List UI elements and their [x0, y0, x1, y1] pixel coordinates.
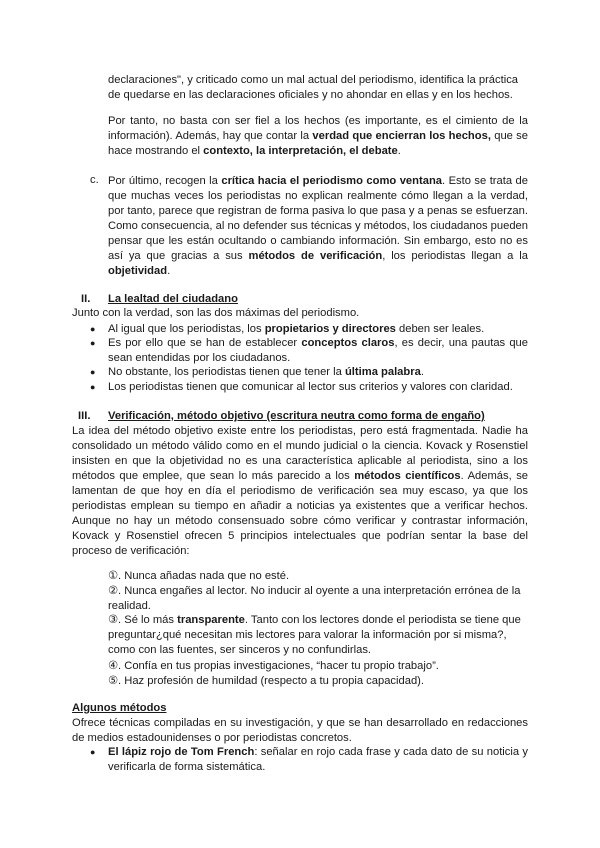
bullet-icon: ● [90, 382, 96, 392]
subsection-title-metodos: Algunos métodos [72, 702, 167, 714]
list-item: No obstante, los periodistas tienen que tener la última palabra. [108, 366, 424, 378]
section-ii-intro: Junto con la verdad, son las dos máximas del periodismo. [72, 307, 360, 319]
line-1: declaraciones", y criticado como un mal actual del periodismo, identifica la práctica [108, 74, 519, 86]
section-iii-paragraph: La idea del método objetivo existe entre los periodistas, pero está fragmentada. Nadie ha consolidado un método válido como en el mundo judicial o la ciencia. Kovack y Rosenstiel insisten en que la objetividad no es una característica aplicable al periodista, sino a los métodos que emplee, que sean lo más parecido a los métodos científicos. Además, se lamentan de que hoy en día el periodismo de verificación sea muy escaso, ya que los periodistas emplean su tiempo en añadir a noticias ya existentes que a verificar hechos. Aunque no hay un método consensuado sobre cómo verificar y contrastar información, Kovack y Rosenstiel ofrecen 5 principios intelectuales que podrían sentar la base del proceso de verificación: [72, 425, 529, 557]
principle-item: ⑤. Haz profesión de humildad (respecto a tu propia capacidad). [108, 675, 425, 687]
list-item: Los periodistas tienen que comunicar al lector sus criterios y valores con claridad. [108, 381, 513, 393]
bullet-icon: ● [90, 747, 96, 757]
principle-item: ④. Confía en tus propias investigaciones, “hacer tu propio trabajo”. [108, 660, 439, 672]
principle-item: ①. Nunca añadas nada que no esté. [108, 570, 290, 582]
section-title-verificacion: Verificación, método objetivo (escritura neutra como forma de engaño) [108, 410, 485, 422]
list-item: Es por ello que se han de establecer conceptos claros, es decir, una pautas que sean entendidas por los ciudadanos. [108, 337, 528, 364]
paragraph-verdad-hechos: Por tanto, no basta con ser fiel a los hechos (es importante, es el cimiento de la información). Además, hay que contar la verdad que encierran los hechos, que se hace mostrando el contexto, la interpretación, el debate. [108, 115, 528, 157]
bullet-icon: ● [90, 338, 96, 348]
section-title-lealtad: La lealtad del ciudadano [108, 293, 238, 305]
bullet-icon: ● [90, 367, 96, 377]
principle-item: ②. Nunca engañes al lector. No inducir al oyente a una interpretación errónea de la realidad. [108, 585, 521, 612]
section-number-ii: II. [81, 293, 91, 305]
paragraph-critica-ventana: Por último, recogen la crítica hacia el periodismo como ventana. Esto se trata de que muchas veces los periodistas no explican realmente cómo llegan a la verdad, por tanto, parece que registran de forma pasiva lo que pasa y a penas se esfuerzan. Como consecuencia, al no defender sus técnicas y métodos, los ciudadanos pueden pensar que les están ocultando o cambiando información. Sin embargo, esto no es así ya que gracias a sus métodos de verificación, los periodistas llegan a la objetividad. [108, 175, 528, 277]
principle-item: ③. Sé lo más transparente. Tanto con los lectores donde el periodista se tiene que preguntar¿qué necesitan mis lectores para valorar la información por si misma?, como con las fuentes, ser sinceros y no confundirlas. [108, 614, 521, 656]
line-2: de quedarse en las declaraciones oficiales y no ahondar en ellas y en los hechos. [108, 89, 513, 101]
list-item: Al igual que los periodistas, los propietarios y directores deben ser leales. [108, 323, 485, 335]
list-marker-c: c. [90, 174, 99, 186]
bullet-icon: ● [90, 324, 96, 334]
list-item: El lápiz rojo de Tom French: señalar en rojo cada frase y cada dato de su noticia y verificarla de forma sistemática. [108, 746, 528, 773]
section-number-iii: III. [78, 410, 91, 422]
paragraph-declaraciones [108, 73, 528, 103]
subsection-intro: Ofrece técnicas compiladas en su investigación, y que se han desarrollado en redacciones de medios estadounidenses o por periodistas concretos. [72, 717, 528, 744]
